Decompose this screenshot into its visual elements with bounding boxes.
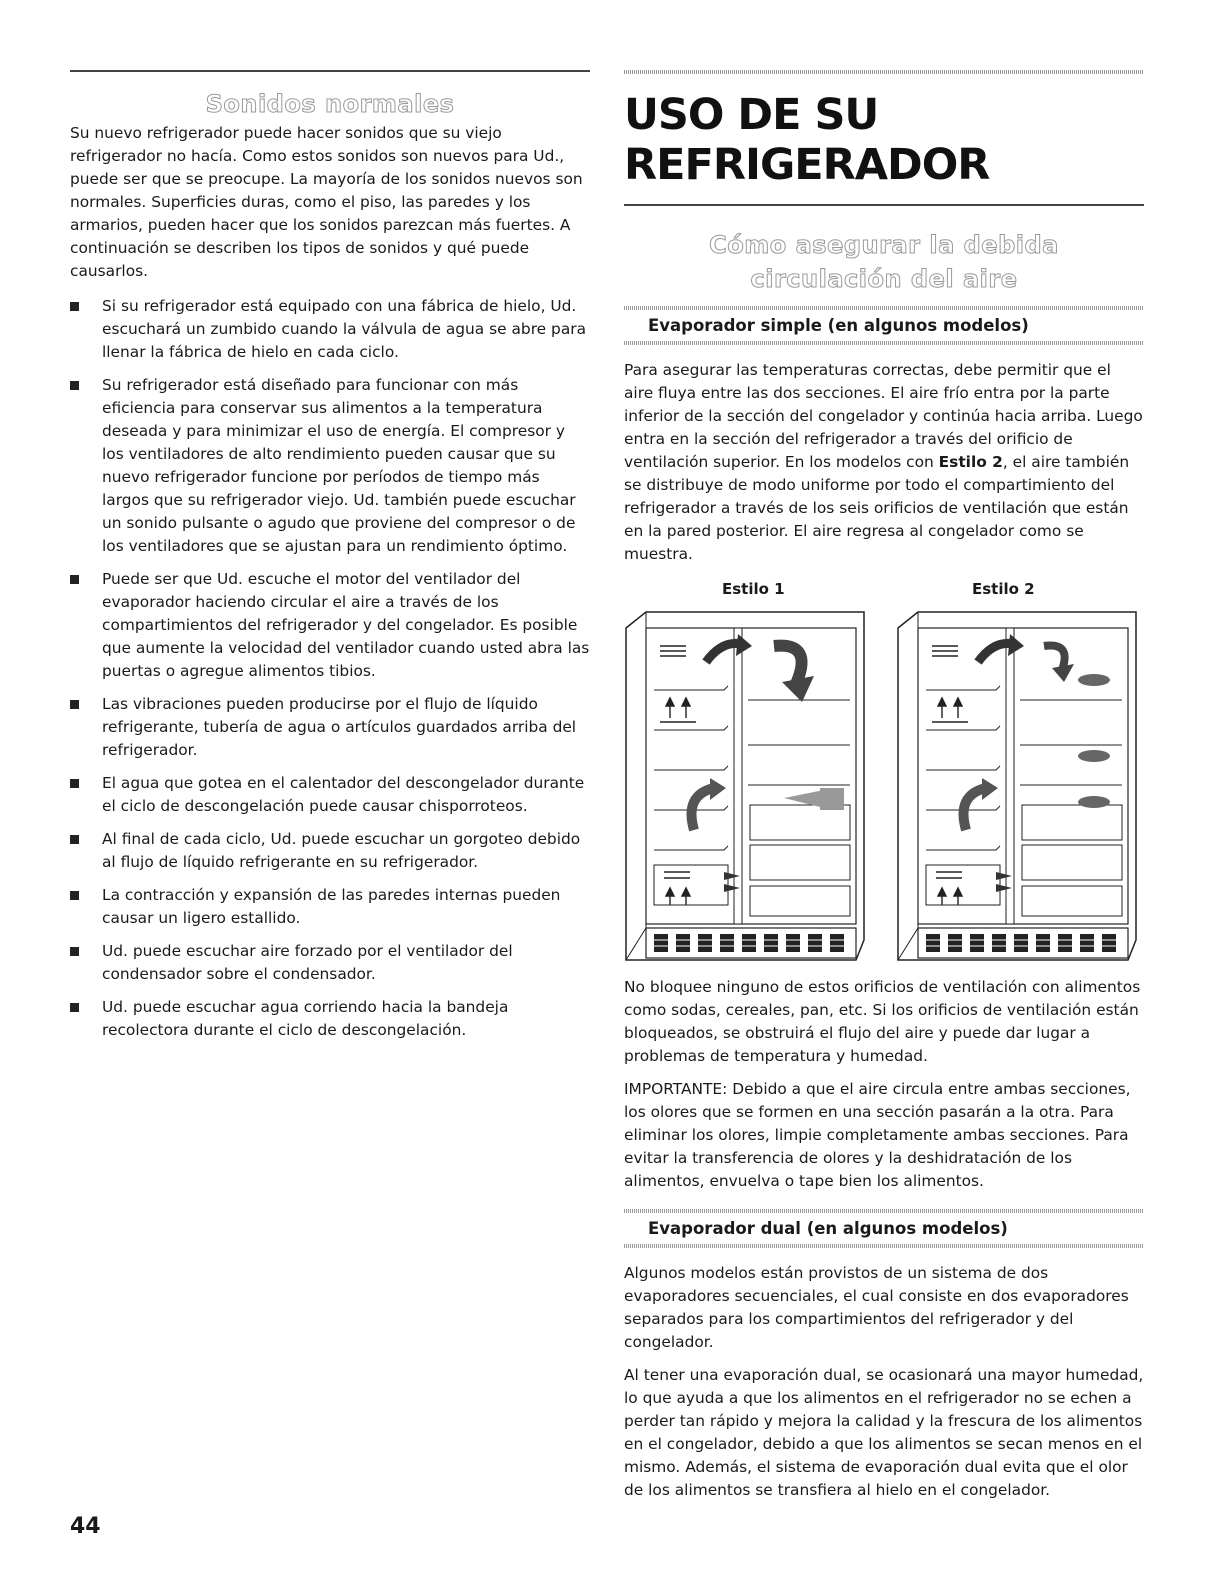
paragraph-dual-1: Algunos modelos están provistos de un sistema de dos evaporadores secuenciales, el cual consiste en dos evaporadores separados para los compartimientos del refrigerador y del congelador. (624, 1264, 1129, 1351)
paragraph-important: IMPORTANTE: Debido a que el aire circula entre ambas secciones, los olores que se formen en una sección pasarán a la otra. Para eliminar los olores, limpie completamente ambas secciones. Para evitar la transferencia de olores y la deshidratación de los alimentos, envuelva o tape bien los alimentos. (624, 1080, 1131, 1190)
list-item: La contracción y expansión de las paredes internas pueden causar un ligero estallido. (70, 884, 590, 930)
dotted-rule (624, 306, 1144, 310)
subheading-dual-evaporator: Evaporador dual (en algunos modelos) (648, 1219, 1008, 1238)
paragraph-dual-2: Al tener una evaporación dual, se ocasionará una mayor humedad, lo que ayuda a que los alimentos en el refrigerador no se echen a perder tan rápido y mejora la calidad y la frescura de los alimentos en el congelador, debido a que los alimentos se secan menos en el mismo. Además, el sistema de evaporación dual evita que el olor de los alimentos se transfiera al hielo en el congelador. (624, 1366, 1144, 1499)
refrigerator-airflow-figure (624, 606, 1144, 966)
section-divider (70, 70, 590, 72)
list-item: Ud. puede escuchar agua corriendo hacia la bandeja recolectora durante el ciclo de descongelación. (70, 996, 590, 1042)
top-dotted-rule (624, 70, 1144, 74)
sounds-list (70, 295, 590, 1042)
bold-text: Estilo 2 (938, 453, 1003, 471)
right-column (624, 70, 1144, 1512)
figure-labels (624, 576, 1144, 606)
list-item: Si su refrigerador está equipado con una fábrica de hielo, Ud. escuchará un zumbido cuando la válvula de agua se abre para llenar la fábrica de hielo en cada ciclo. (70, 295, 590, 364)
page-title: USO DE SU REFRIGERADOR (624, 90, 990, 190)
list-item: Ud. puede escuchar aire forzado por el ventilador del condensador sobre el condensador. (70, 940, 590, 986)
subheading-single-evaporator: Evaporador simple (en algunos modelos) (648, 316, 1029, 335)
paragraph-air-flow (624, 359, 1144, 566)
page-number: 44 (70, 1514, 101, 1539)
intro-paragraph: Su nuevo refrigerador puede hacer sonidos que su viejo refrigerador no hacía. Como estos sonidos son nuevos para Ud., puede ser que se preocupe. La mayoría de los sonidos nuevos son normales. Superficies duras, como el piso, las paredes y los armarios, pueden hacer que los sonidos parezcan más fuertes. A continuación se describen los tipos de sonidos y qué puede causarlos. (70, 124, 583, 280)
figure-label-style-1: Estilo 1 (722, 580, 785, 598)
dotted-rule (624, 1209, 1144, 1213)
return-air-arrow-tail-icon (820, 788, 844, 810)
section-title-line: Cómo asegurar la debida (709, 231, 1059, 259)
text-run: , el aire también se distribuye de modo uniforme por todo el compartimiento del refrigerador a través de los seis orificios de ventilación que están en la pared posterior. El aire regresa al congelador como se muestra. (624, 453, 1130, 563)
list-item: El agua que gotea en el calentador del descongelador durante el ciclo de descongelación puede causar chisporroteos. (70, 772, 590, 818)
title-divider (624, 204, 1144, 206)
dotted-rule (624, 1244, 1144, 1248)
dotted-rule (624, 341, 1144, 345)
list-item: Al final de cada ciclo, Ud. puede escuchar un gorgoteo debido al flujo de líquido refrigerante en su refrigerador. (70, 828, 590, 874)
fridge-style-1 (626, 612, 864, 960)
section-title-line: circulación del aire (750, 265, 1018, 293)
paragraph-no-block: No bloquee ninguno de estos orificios de ventilación con alimentos como sodas, cereales, pan, etc. Si los orificios de ventilación están bloqueados, se obstruirá el flujo del aire y puede dar lugar a problemas de temperatura y humedad. (624, 978, 1141, 1065)
list-item: Puede ser que Ud. escuche el motor del ventilador del evaporador haciendo circular el aire a través de los compartimientos del refrigerador y del congelador. Es posible que aumente la velocidad del ventilador cuando usted abra las puertas o agregue alimentos tibios. (70, 568, 590, 683)
fridge-style-2 (898, 612, 1136, 960)
section-title-sounds: Sonidos normales (205, 90, 455, 118)
section-title-air (624, 228, 1144, 296)
list-item: Las vibraciones pueden producirse por el flujo de líquido refrigerante, tubería de agua o artículos guardados arriba del refrigerador. (70, 693, 590, 762)
figure-label-style-2: Estilo 2 (972, 580, 1035, 598)
text-run: Para asegurar las temperaturas correctas, debe permitir que el aire fluya entre las dos secciones. El aire frío entra por la parte inferior de la sección del congelador y continúa hacia arriba. Luego entra en la sección del refrigerador a través del orificio de ventilación superior. En los modelos con (624, 361, 1143, 471)
list-item: Su refrigerador está diseñado para funcionar con más eficiencia para conservar sus alimentos a la temperatura deseada y para minimizar el uso de energía. El compresor y los ventiladores de alto rendimiento pueden causar que su nuevo refrigerador funcione por períodos de tiempo más largos que su refrigerador viejo. Ud. también puede escuchar un sonido pulsante o agudo que proviene del compresor o de los ventiladores que se ajustan para un rendimiento óptimo. (70, 374, 590, 558)
left-column (70, 70, 590, 1052)
